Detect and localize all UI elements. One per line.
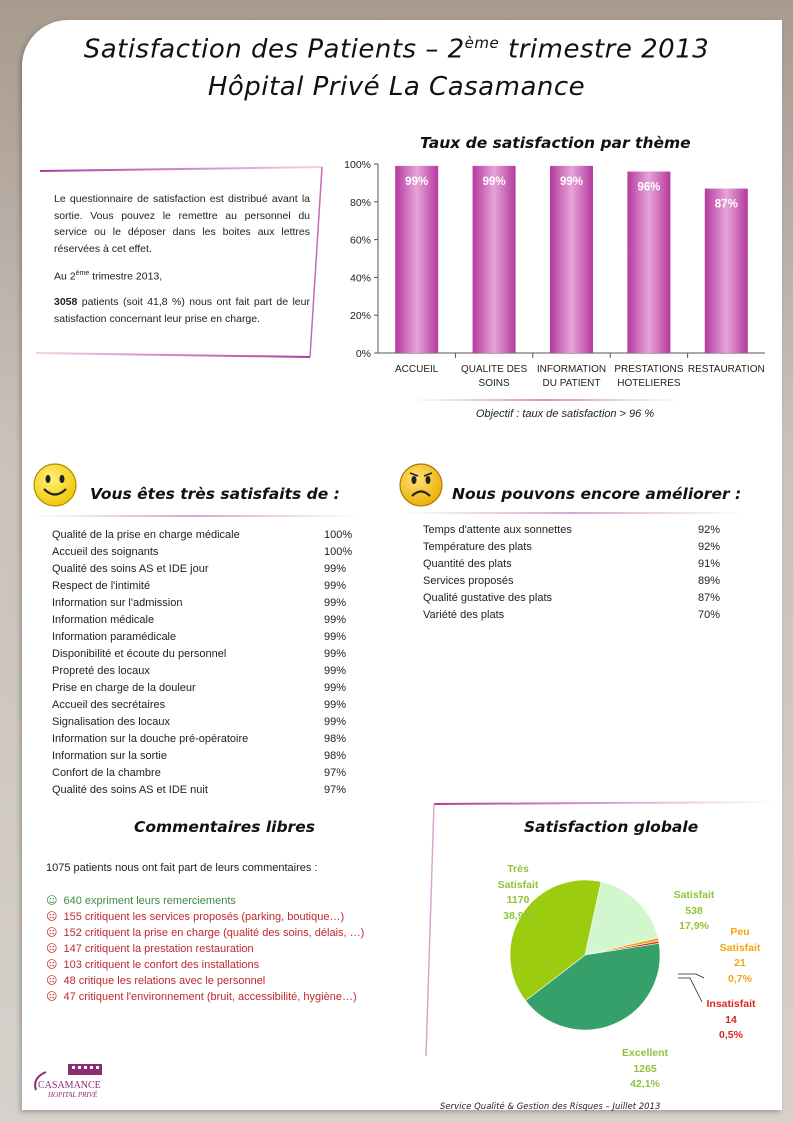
list-item-value: 89% bbox=[698, 575, 721, 587]
list-item bbox=[423, 541, 721, 558]
x-tick-label: INFORMATION bbox=[536, 364, 607, 375]
y-tick-label: 100% bbox=[344, 159, 371, 171]
x-tick-label: DU PATIENT bbox=[542, 378, 601, 389]
bar-value-label: 96% bbox=[637, 181, 661, 194]
sad-smiley-icon bbox=[398, 462, 444, 508]
frown-icon: ☹ bbox=[46, 958, 58, 971]
comment-text: 147 critiquent la prestation restauration bbox=[63, 943, 254, 955]
pie-label-line: Peu Satisfait bbox=[719, 926, 761, 954]
list-item-label: Disponibilité et écoute du personnel bbox=[52, 648, 227, 660]
list-item bbox=[52, 733, 347, 750]
frown-icon: ☹ bbox=[46, 910, 58, 923]
list-item-label: Quantité des plats bbox=[423, 558, 512, 570]
pie-label-line: Excellent bbox=[621, 1047, 669, 1059]
pie-label-line: 538 bbox=[685, 904, 703, 917]
list-item bbox=[52, 716, 347, 733]
x-tick-label: HOTELIERES bbox=[617, 378, 681, 389]
pie-label-line: Satisfait bbox=[673, 889, 715, 901]
bar-value-label: 99% bbox=[559, 175, 584, 188]
pie-label-line: 42,1% bbox=[630, 1078, 660, 1090]
bar bbox=[550, 166, 593, 353]
list-item-value: 97% bbox=[324, 767, 347, 779]
bar bbox=[705, 189, 748, 353]
list-item-label: Qualité de la prise en charge médicale bbox=[52, 529, 240, 541]
logo-subtitle: HOPITAL PRIVÉ bbox=[48, 1091, 98, 1099]
list-item-value: 99% bbox=[324, 614, 347, 626]
list-item-value: 99% bbox=[324, 665, 347, 677]
list-item bbox=[52, 784, 347, 801]
pie-label-line: 0,5% bbox=[719, 1029, 743, 1041]
list-item-label: Qualité gustative des plats bbox=[423, 592, 553, 604]
comment-text: 152 critiquent la prise en charge (qualité des soins, délais, …) bbox=[63, 927, 365, 939]
list-item-label: Information paramédicale bbox=[52, 631, 177, 643]
list-item-value: 87% bbox=[698, 592, 721, 604]
list-item-value: 99% bbox=[324, 563, 347, 575]
comment-item bbox=[46, 990, 357, 1003]
list-item-value: 99% bbox=[324, 648, 347, 660]
comment-text: 48 critique les relations avec le personnel bbox=[63, 975, 266, 987]
list-item-value: 99% bbox=[324, 631, 347, 643]
smile-icon: ☺ bbox=[46, 894, 58, 907]
list-item-label: Qualité des soins AS et IDE jour bbox=[52, 563, 209, 575]
list-item-value: 98% bbox=[324, 733, 347, 745]
note-underline bbox=[410, 399, 680, 401]
chart-title: Taux de satisfaction par thème bbox=[420, 134, 691, 152]
list-item-label: Signalisation des locaux bbox=[52, 716, 171, 728]
footer: Service Qualité & Gestion des Risques – Juillet 2013 bbox=[440, 1102, 661, 1112]
intro-text bbox=[54, 191, 310, 336]
y-tick-label: 0% bbox=[355, 348, 371, 360]
list-item bbox=[52, 648, 347, 665]
list-item-value: 98% bbox=[324, 750, 347, 762]
frown-icon: ☹ bbox=[46, 990, 58, 1003]
list-item bbox=[423, 558, 721, 575]
list-item-value: 91% bbox=[698, 558, 721, 570]
comment-text: 155 critiquent les services proposés (parking, boutique…) bbox=[63, 911, 345, 923]
list-item bbox=[52, 546, 353, 563]
improve-divider bbox=[400, 512, 745, 514]
satisfied-title: Vous êtes très satisfaits de : bbox=[90, 485, 340, 503]
page-subtitle: Hôpital Privé La Casamance bbox=[207, 72, 586, 102]
list-item-label: Temps d'attente aux sonnettes bbox=[423, 524, 572, 536]
list-item-label: Respect de l'intimité bbox=[52, 580, 151, 592]
bar-value-label: 87% bbox=[714, 198, 738, 211]
comment-item bbox=[46, 926, 364, 939]
pie-leaders bbox=[676, 970, 706, 1010]
bar-chart bbox=[330, 150, 780, 420]
pie-label-tres-satisfait bbox=[490, 862, 546, 924]
chart-note: Objectif : taux de satisfaction > 96 % bbox=[475, 408, 655, 420]
list-item-value: 100% bbox=[324, 546, 353, 558]
bar bbox=[627, 172, 670, 353]
pie-label-line: 0,7% bbox=[728, 972, 752, 985]
list-item bbox=[52, 767, 347, 784]
bar bbox=[395, 166, 438, 353]
pie-label-line: Très Satisfait bbox=[497, 863, 539, 891]
frown-icon: ☹ bbox=[46, 974, 58, 987]
list-item bbox=[52, 597, 347, 614]
comment-text: 47 critiquent l'environnement (bruit, accessibilité, hygiène…) bbox=[63, 991, 357, 1003]
list-item-label: Accueil des secrétaires bbox=[52, 699, 166, 711]
pie-label-line: 14 bbox=[725, 1013, 737, 1026]
list-item bbox=[52, 563, 347, 580]
list-item bbox=[423, 609, 721, 626]
pie-label-line: 1170 bbox=[506, 894, 530, 906]
list-item-label: Température des plats bbox=[423, 541, 532, 553]
list-item bbox=[423, 575, 721, 592]
global-title: Satisfaction globale bbox=[524, 818, 699, 836]
list-item bbox=[52, 699, 347, 716]
pie-label-line: 21 bbox=[734, 957, 746, 969]
list-item-label: Services proposés bbox=[423, 575, 514, 587]
y-tick-label: 80% bbox=[349, 196, 371, 209]
x-tick-label: ACCUEIL bbox=[395, 364, 439, 375]
comments-intro: 1075 patients nous ont fait part de leurs commentaires : bbox=[46, 862, 318, 874]
y-tick-label: 20% bbox=[349, 310, 371, 323]
list-item-label: Variété des plats bbox=[423, 609, 505, 621]
list-item-label: Qualité des soins AS et IDE nuit bbox=[52, 784, 208, 796]
list-item-label: Accueil des soignants bbox=[52, 546, 159, 558]
list-item-value: 97% bbox=[324, 784, 347, 796]
pie-label-line: 17,9% bbox=[679, 920, 709, 932]
pie-label-line: 1265 bbox=[633, 1062, 657, 1075]
list-item-value: 92% bbox=[698, 541, 721, 553]
bar bbox=[473, 166, 516, 353]
comment-item bbox=[46, 974, 265, 987]
x-tick-label: PRESTATIONS bbox=[614, 364, 684, 375]
list-item-value: 100% bbox=[324, 529, 353, 541]
list-item bbox=[52, 580, 347, 597]
list-item-label: Information médicale bbox=[52, 614, 155, 626]
list-item bbox=[52, 614, 347, 631]
casamance-logo bbox=[28, 1062, 118, 1102]
list-item bbox=[52, 682, 347, 699]
list-item-label: Information sur la douche pré-opératoire bbox=[52, 733, 249, 745]
list-item-label: Propreté des locaux bbox=[52, 665, 150, 677]
list-item bbox=[423, 592, 721, 609]
intro-period: Au 2ème trimestre 2013, bbox=[54, 270, 163, 283]
x-tick-label: RESTAURATION bbox=[687, 364, 765, 375]
list-item-value: 70% bbox=[698, 609, 721, 621]
comment-text: 640 expriment leurs remerciements bbox=[63, 895, 236, 907]
comment-text: 103 critiquent le confort des installations bbox=[63, 959, 260, 971]
intro-box bbox=[36, 165, 326, 360]
list-item-label: Prise en charge de la douleur bbox=[52, 682, 196, 694]
logo-name: CASAMANCE bbox=[38, 1080, 101, 1091]
intro-paragraph: Le questionnaire de satisfaction est distribué avant la sortie. Vous pouvez le remettre au personnel du service ou le déposer dans les boites aux lettres réservées à cet effet. bbox=[54, 193, 310, 255]
y-tick-label: 40% bbox=[349, 272, 371, 285]
pie-label-excellent bbox=[612, 1046, 678, 1093]
x-tick-label: QUALITE DES bbox=[461, 364, 528, 375]
list-item bbox=[423, 524, 721, 541]
frown-icon: ☹ bbox=[46, 926, 58, 939]
pie-label-insatisfait bbox=[698, 997, 764, 1044]
pie-label-peu-satisfait bbox=[712, 925, 768, 987]
list-item-label: Confort de la chambre bbox=[52, 767, 161, 779]
x-tick-label: SOINS bbox=[478, 378, 510, 389]
list-item-value: 99% bbox=[324, 682, 347, 694]
list-item-value: 99% bbox=[324, 597, 347, 609]
list-item bbox=[52, 529, 353, 546]
list-item-value: 99% bbox=[324, 580, 347, 592]
list-item bbox=[52, 631, 347, 648]
pie-label-line: Insatisfait bbox=[706, 998, 756, 1010]
satisfied-divider bbox=[30, 515, 360, 517]
list-item-label: Information sur l'admission bbox=[52, 597, 183, 609]
list-item bbox=[52, 665, 347, 682]
comments-title: Commentaires libres bbox=[134, 818, 315, 836]
improve-title: Nous pouvons encore améliorer : bbox=[452, 485, 742, 503]
bar-value-label: 99% bbox=[405, 175, 429, 188]
list-item-value: 99% bbox=[324, 716, 347, 728]
list-item-label: Information sur la sortie bbox=[52, 750, 167, 762]
comments-block bbox=[46, 862, 416, 1012]
happy-smiley-icon bbox=[32, 462, 78, 508]
list-item-value: 99% bbox=[324, 699, 347, 711]
page-title: Satisfaction des Patients – 2ème trimestre 2013 bbox=[83, 34, 710, 65]
frown-icon: ☹ bbox=[46, 942, 58, 955]
comment-item bbox=[46, 958, 259, 971]
comment-item bbox=[46, 894, 236, 907]
list-item bbox=[52, 750, 347, 767]
comment-item bbox=[46, 910, 344, 923]
comment-item bbox=[46, 942, 254, 955]
y-tick-label: 60% bbox=[349, 234, 371, 247]
bar-value-label: 99% bbox=[482, 175, 506, 188]
intro-count: 3058 patients (soit 41,8 %) nous ont fait part de leur satisfaction concernant leur prise en charge. bbox=[54, 296, 310, 325]
pie-label-line: 38,9% bbox=[503, 909, 533, 922]
list-item-value: 92% bbox=[698, 524, 721, 536]
